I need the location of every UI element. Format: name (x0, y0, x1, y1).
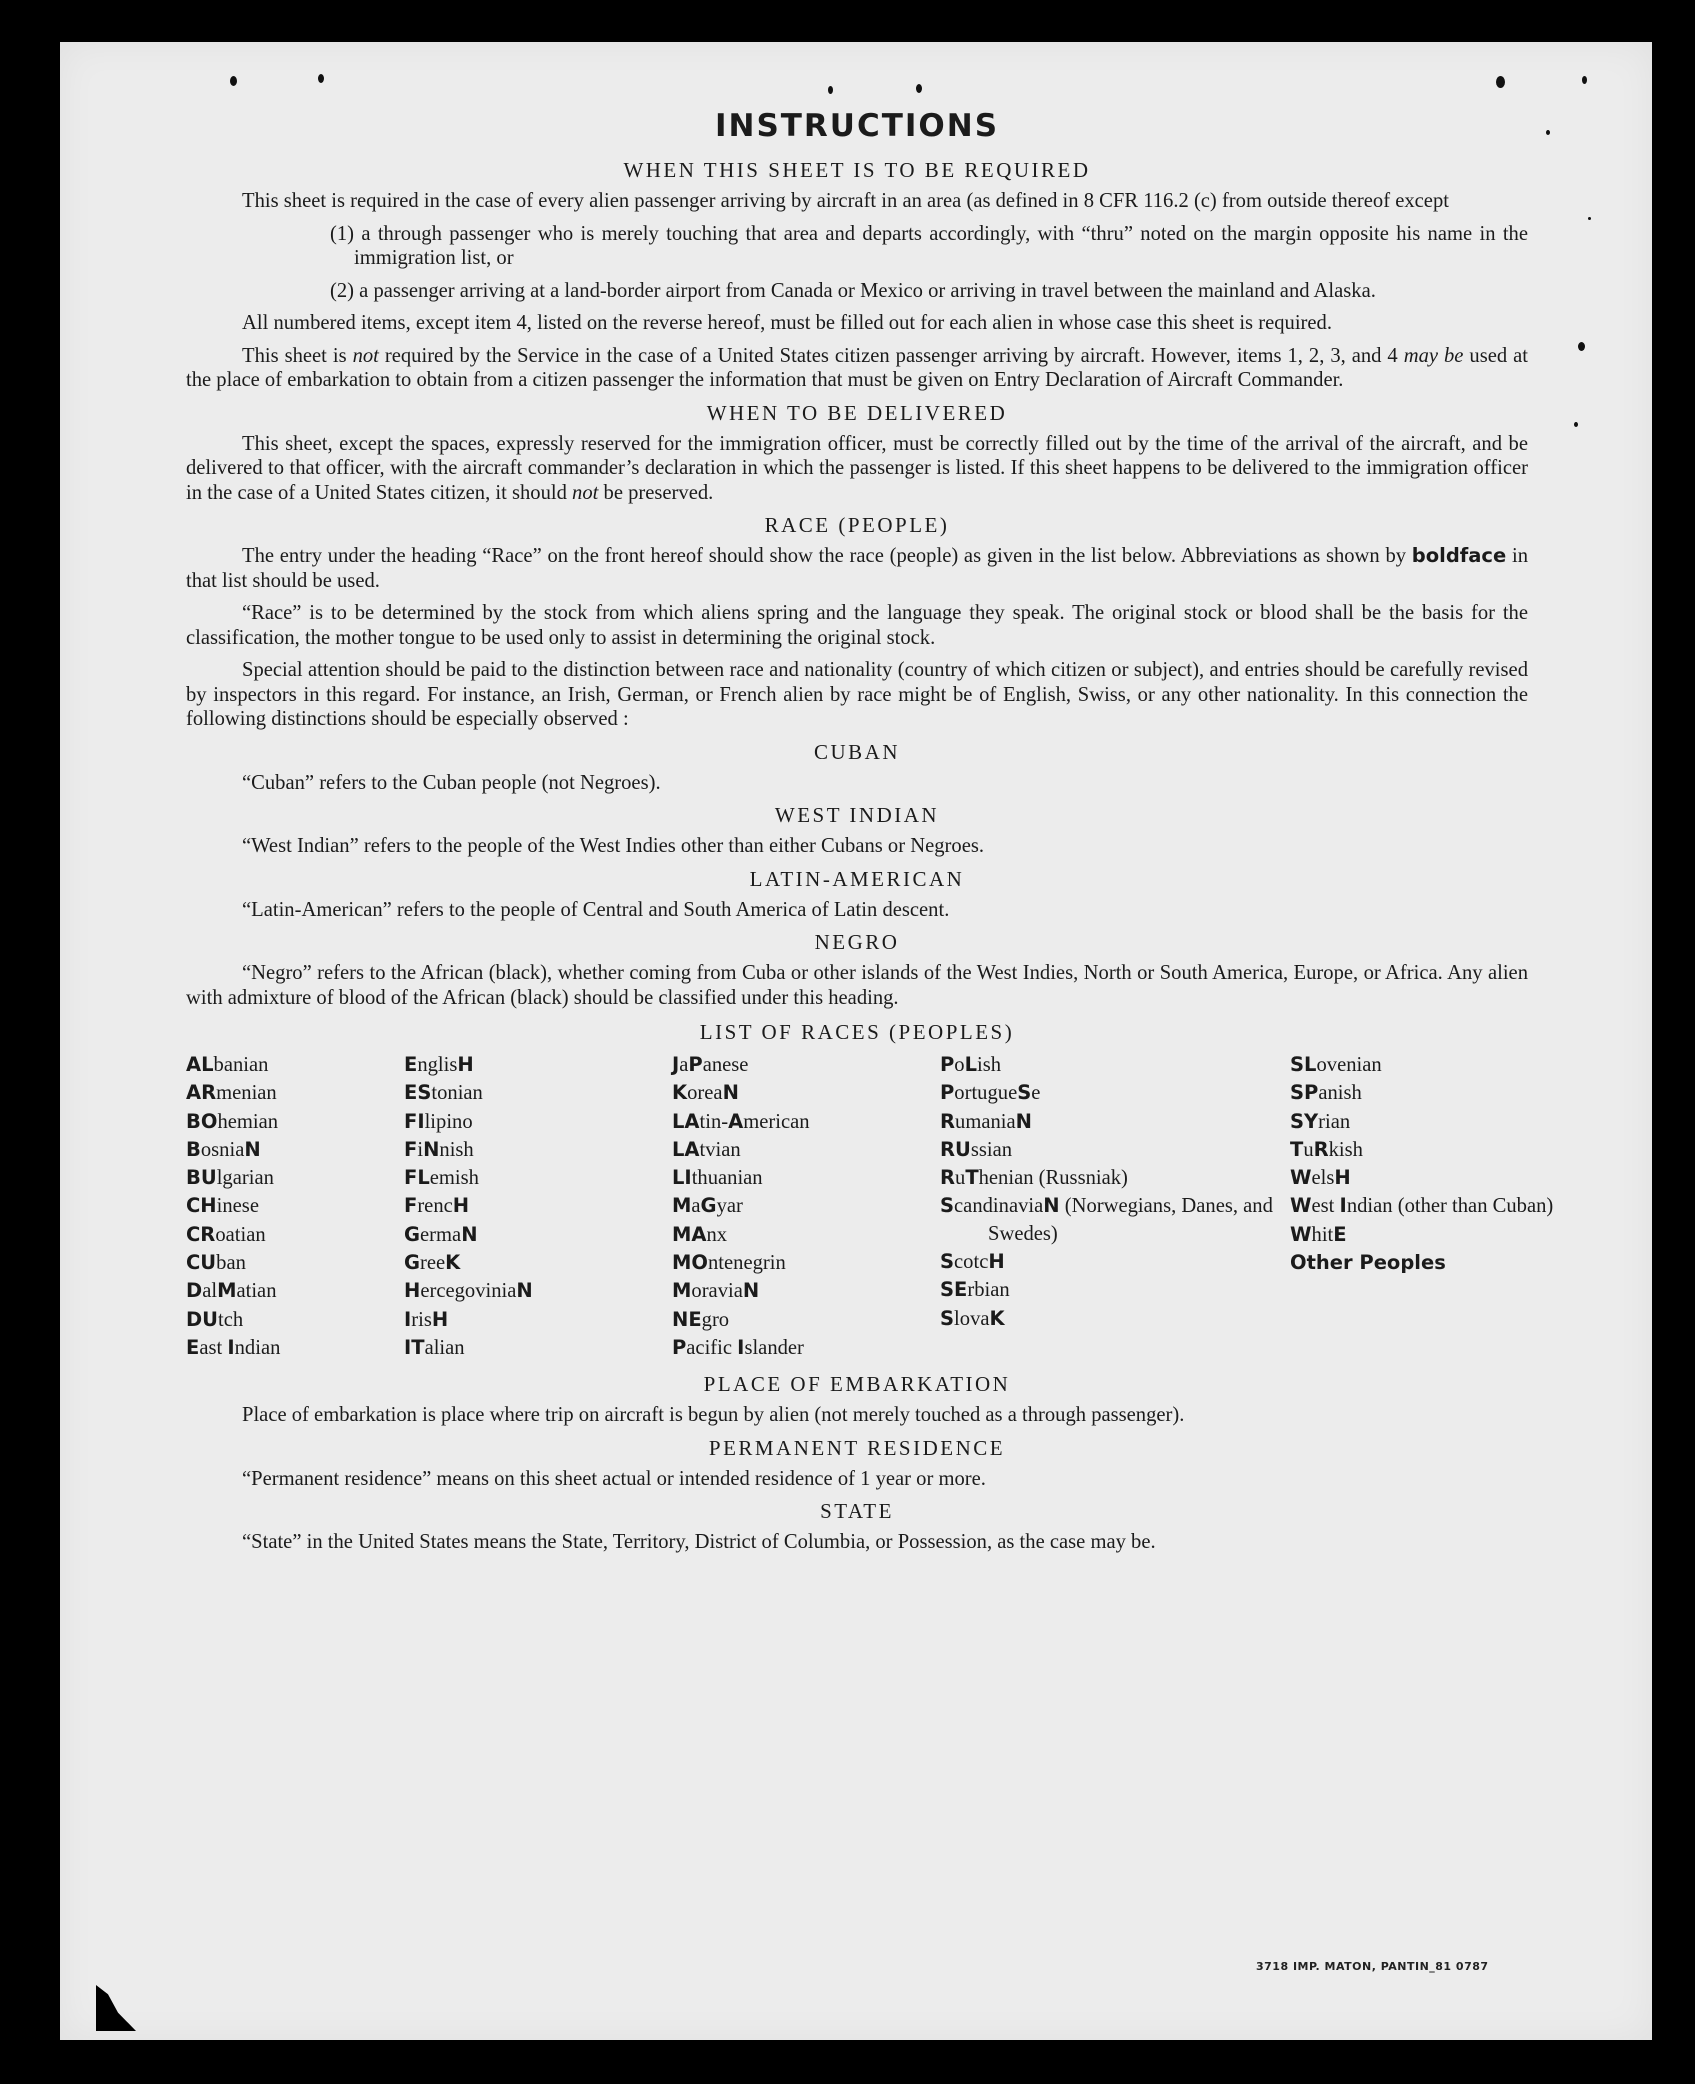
paragraph-race-entry (186, 544, 1528, 593)
race-entry: ITalian (404, 1335, 465, 1359)
race-entry: ARmenian (186, 1081, 277, 1105)
races-column (672, 1051, 940, 1362)
race-entry: FLemish (404, 1166, 479, 1190)
race-entry: DUtch (186, 1307, 244, 1331)
paragraph-latin-american: “Latin-American” refers to the people of Central and South America of Latin descent. (242, 898, 950, 921)
paragraph-residence: “Permanent residence” means on this sheet actual or intended residence of 1 year or more. (242, 1467, 986, 1490)
race-entry: RUssian (940, 1137, 1013, 1161)
speck (230, 76, 237, 86)
race-entry: NEgro (672, 1307, 730, 1331)
race-entry: RuThenian (Russniak) (940, 1166, 1128, 1190)
paragraph-cuban: “Cuban” refers to the Cuban people (not Negroes). (242, 771, 661, 794)
paragraph-state: “State” in the United States means the State, Territory, District of Columbia, or Possession, as the case may be. (242, 1531, 1156, 1554)
speck (1546, 130, 1550, 135)
paragraph-required: This sheet is required in the case of every alien passenger arriving by aircraft in an area (as defined in 8 CFR 116.2 (c) from outside thereof except (242, 190, 1449, 212)
race-entry: SlovaK (940, 1306, 1005, 1330)
emphasis-not: not (352, 344, 379, 367)
exception-item-1: (1) a through passenger who is merely touching that area and departs accordingly, with “thru” noted on the margin opposite his name in the immigration list, or (330, 222, 1528, 269)
page-title: INSTRUCTIONS (714, 108, 1000, 144)
race-entry: MOntenegrin (672, 1251, 786, 1275)
boldface-word: boldface (1411, 544, 1507, 567)
race-entry: Pacific Islander (672, 1335, 804, 1359)
race-entry: CUban (186, 1251, 246, 1275)
race-entry: FiNnish (404, 1137, 474, 1161)
paragraph-negro: “Negro” refers to the African (black), whether coming from Cuba or other islands of the West Indies, North or South America, Europe, or Africa. Any alien with admixture of blood of the African (black) should be classified under this heading. (186, 962, 1528, 1009)
race-entry: GreeK (404, 1251, 461, 1275)
race-entry: Other Peoples (1290, 1251, 1446, 1275)
race-entry: SLovenian (1290, 1053, 1382, 1076)
heading-race: RACE (PEOPLE) (764, 513, 950, 537)
race-entry: SYrian (1290, 1109, 1351, 1133)
heading-embarkation: PLACE OF EMBARKATION (703, 1372, 1011, 1397)
heading-latin-american: LATIN-AMERICAN (749, 866, 965, 891)
race-entry: FIlipino (404, 1109, 473, 1133)
race-entry: SPanish (1290, 1081, 1362, 1105)
race-entry: BOhemian (186, 1109, 279, 1133)
race-entry: BUlgarian (186, 1166, 274, 1190)
speck (1582, 76, 1587, 84)
printer-mark: 3718 IMP. MATON, PANTIN_81 0787 (1256, 1960, 1489, 1973)
race-entry: West Indian (other than Cuban) (1290, 1194, 1554, 1218)
emphasis-not: not (572, 481, 599, 504)
paragraph-race-nationality: Special attention should be paid to the distinction between race and nationality (country of which citizen or subject), and entries should be carefully revised by inspectors in this regard. For instance, an Irish, German, or French alien by race might be of English, Swiss, or any other nationality. In this connection the following distinctions should be especially observed : (186, 659, 1528, 730)
speck (1496, 76, 1505, 88)
races-column (940, 1051, 1290, 1362)
speck (1574, 422, 1578, 427)
race-entry: CRoatian (186, 1222, 266, 1246)
race-entry: EStonian (404, 1081, 483, 1105)
text: in that list should be used. (186, 545, 1528, 592)
text: This sheet, except the spaces, expressly reserved for the immigration officer, must be correctly filled out by the time of the arrival of the aircraft, and be delivered to that officer, with the aircraft commander’s declaration in which the passenger is listed. If this sheet happens to be delivered to the immigration officer in the case of a United States citizen, it should (186, 432, 1528, 504)
text: be preserved. (598, 481, 714, 504)
race-entry: ALbanian (186, 1053, 269, 1076)
race-entry: WelsH (1290, 1166, 1351, 1190)
race-entry: GermaN (404, 1222, 478, 1246)
speck (828, 86, 833, 94)
race-entry: PoLish (940, 1053, 1002, 1076)
race-entry: BosniaN (186, 1137, 261, 1161)
speck (1578, 342, 1585, 351)
paragraph-delivered (186, 432, 1528, 506)
race-entry: MoraviaN (672, 1279, 760, 1303)
race-entry: ScotcH (940, 1250, 1005, 1274)
race-entry: RumaniaN (940, 1109, 1032, 1133)
speck (1588, 217, 1591, 220)
heading-west-indian: WEST INDIAN (774, 803, 940, 827)
race-entry: JaPanese (672, 1053, 749, 1076)
race-entry: LAtvian (672, 1137, 741, 1161)
race-entry: MaGyar (672, 1194, 743, 1218)
text: The entry under the heading “Race” on the front hereof should show the race (people) as given in the list below. Abbreviations as shown by (242, 545, 1412, 567)
race-entry: TuRkish (1290, 1137, 1363, 1161)
text: required by the Service in the case of a United States citizen passenger arriving by aircraft. However, items 1, 2, 3, and 4 (378, 344, 1404, 367)
races-column (404, 1051, 672, 1362)
paragraph-embarkation: Place of embarkation is place where trip on aircraft is begun by alien (not merely touched as a through passenger). (242, 1404, 1185, 1427)
heading-negro: NEGRO (814, 930, 900, 954)
race-entry: SErbian (940, 1278, 1010, 1302)
speck (916, 84, 922, 93)
race-entry: PortugueSe (940, 1081, 1041, 1105)
races-list (186, 1051, 1554, 1362)
paragraph-citizen (186, 344, 1528, 393)
emphasis-may-be: may be (1403, 344, 1464, 367)
race-entry: HercegoviniaN (404, 1279, 533, 1303)
race-entry: EnglisH (404, 1053, 474, 1076)
race-entry: KoreaN (672, 1081, 739, 1105)
race-entry: LIthuanian (672, 1166, 763, 1190)
heading-when-delivered: WHEN TO BE DELIVERED (706, 400, 1008, 425)
race-entry: DalMatian (186, 1279, 277, 1303)
heading-list-of-races: LIST OF RACES (PEOPLES) (699, 1020, 1015, 1044)
instructions-body (186, 108, 1554, 1563)
race-entry: LAtin-American (672, 1109, 810, 1133)
paragraph-race-stock: “Race” is to be determined by the stock from which aliens spring and the language they speak. The original stock or blood shall be the basis for the classification, the mother tongue to be used only to assist in determining the original stock. (186, 602, 1528, 649)
race-entry: MAnx (672, 1222, 728, 1246)
speck (318, 74, 324, 83)
races-column (1290, 1051, 1554, 1362)
heading-state: STATE (820, 1499, 894, 1524)
race-entry: CHinese (186, 1194, 259, 1218)
text: used at the place of embarkation to obtain from a citizen passenger the information that must be given on Entry Declaration of Aircraft Commander. (186, 344, 1528, 391)
paragraph-numbered-items: All numbered items, except item 4, listed on the reverse hereof, must be filled out for each alien in whose case this sheet is required. (242, 312, 1332, 334)
race-entry: FrencH (404, 1194, 470, 1218)
heading-when-required: WHEN THIS SHEET IS TO BE REQUIRED (623, 158, 1091, 182)
text: This sheet is (242, 344, 353, 367)
heading-cuban: CUBAN (813, 739, 900, 764)
race-entry: East Indian (186, 1335, 281, 1359)
race-entry: ScandinaviaN (Norwegians, Danes, and Swedes) (940, 1194, 1273, 1245)
races-column (186, 1051, 404, 1362)
race-entry: IrisH (404, 1307, 449, 1331)
exception-item-2: (2) a passenger arriving at a land-border airport from Canada or Mexico or arriving in travel between the mainland and Alaska. (330, 279, 1376, 302)
race-entry: WhitE (1290, 1222, 1347, 1246)
paragraph-west-indian: “West Indian” refers to the people of the West Indies other than either Cubans or Negroes. (242, 835, 985, 857)
heading-residence: PERMANENT RESIDENCE (708, 1435, 1006, 1460)
